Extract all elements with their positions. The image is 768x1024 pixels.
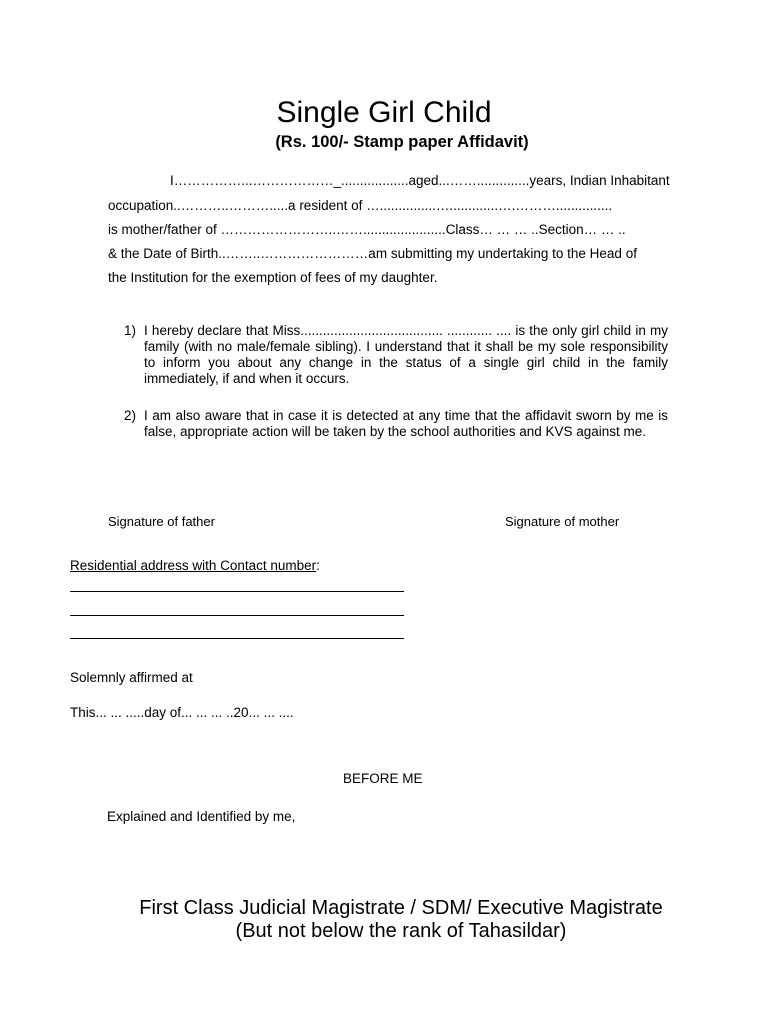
magistrate-title: First Class Judicial Magistrate / SDM/ Executive Magistrate <box>139 897 663 919</box>
intro-line-5: the Institution for the exemption of fees of my daughter. <box>108 270 438 285</box>
address-colon: : <box>316 558 320 573</box>
address-line-2 <box>70 615 404 616</box>
address-line-1 <box>70 591 404 592</box>
intro-line-3: is mother/father of ……………………..……......................Class… … … ..Section… … .. <box>108 222 626 237</box>
intro-line-1: I……………...………………_..................aged...……..............years, Indian Inhabitant <box>170 173 670 188</box>
document-title: Single Girl Child <box>276 96 492 129</box>
intro-line-4: & the Date of Birth..……..……………………am submitting my undertaking to the Head of <box>108 246 637 261</box>
document-subtitle: (Rs. 100/- Stamp paper Affidavit) <box>275 133 529 151</box>
address-label: Residential address with Contact number <box>70 558 317 573</box>
identified-by: Explained and Identified by me, <box>107 809 296 824</box>
intro-line-2: occupation..………..……….....a resident of …...............….............….………............... <box>108 198 613 213</box>
address-line-3 <box>70 638 404 639</box>
signature-father: Signature of father <box>108 514 215 529</box>
declaration-text: I am also aware that in case it is detected at any time that the affidavit sworn by me is false, appropriate action will be taken by the school authorities and KVS against me. <box>144 408 668 439</box>
signature-mother: Signature of mother <box>505 514 620 529</box>
declaration-number: 2) <box>124 408 137 423</box>
declaration-number: 1) <box>124 323 137 338</box>
solemnly-affirmed: Solemnly affirmed at <box>70 670 193 685</box>
declaration-text: I hereby declare that Miss...................................... ............ .... is the only girl child in my family (with no male/female sibling). I understand that it shall be my sole responsibility to inform you about any change in the status of a single girl child in the family immediately, if and when it occurs. <box>144 323 668 386</box>
before-me: BEFORE ME <box>343 771 423 786</box>
address-heading <box>70 558 320 574</box>
date-line: This... ... .....day of... ... ... ..20... ... .... <box>70 705 294 720</box>
magistrate-rank: (But not below the rank of Tahasildar) <box>235 920 567 942</box>
